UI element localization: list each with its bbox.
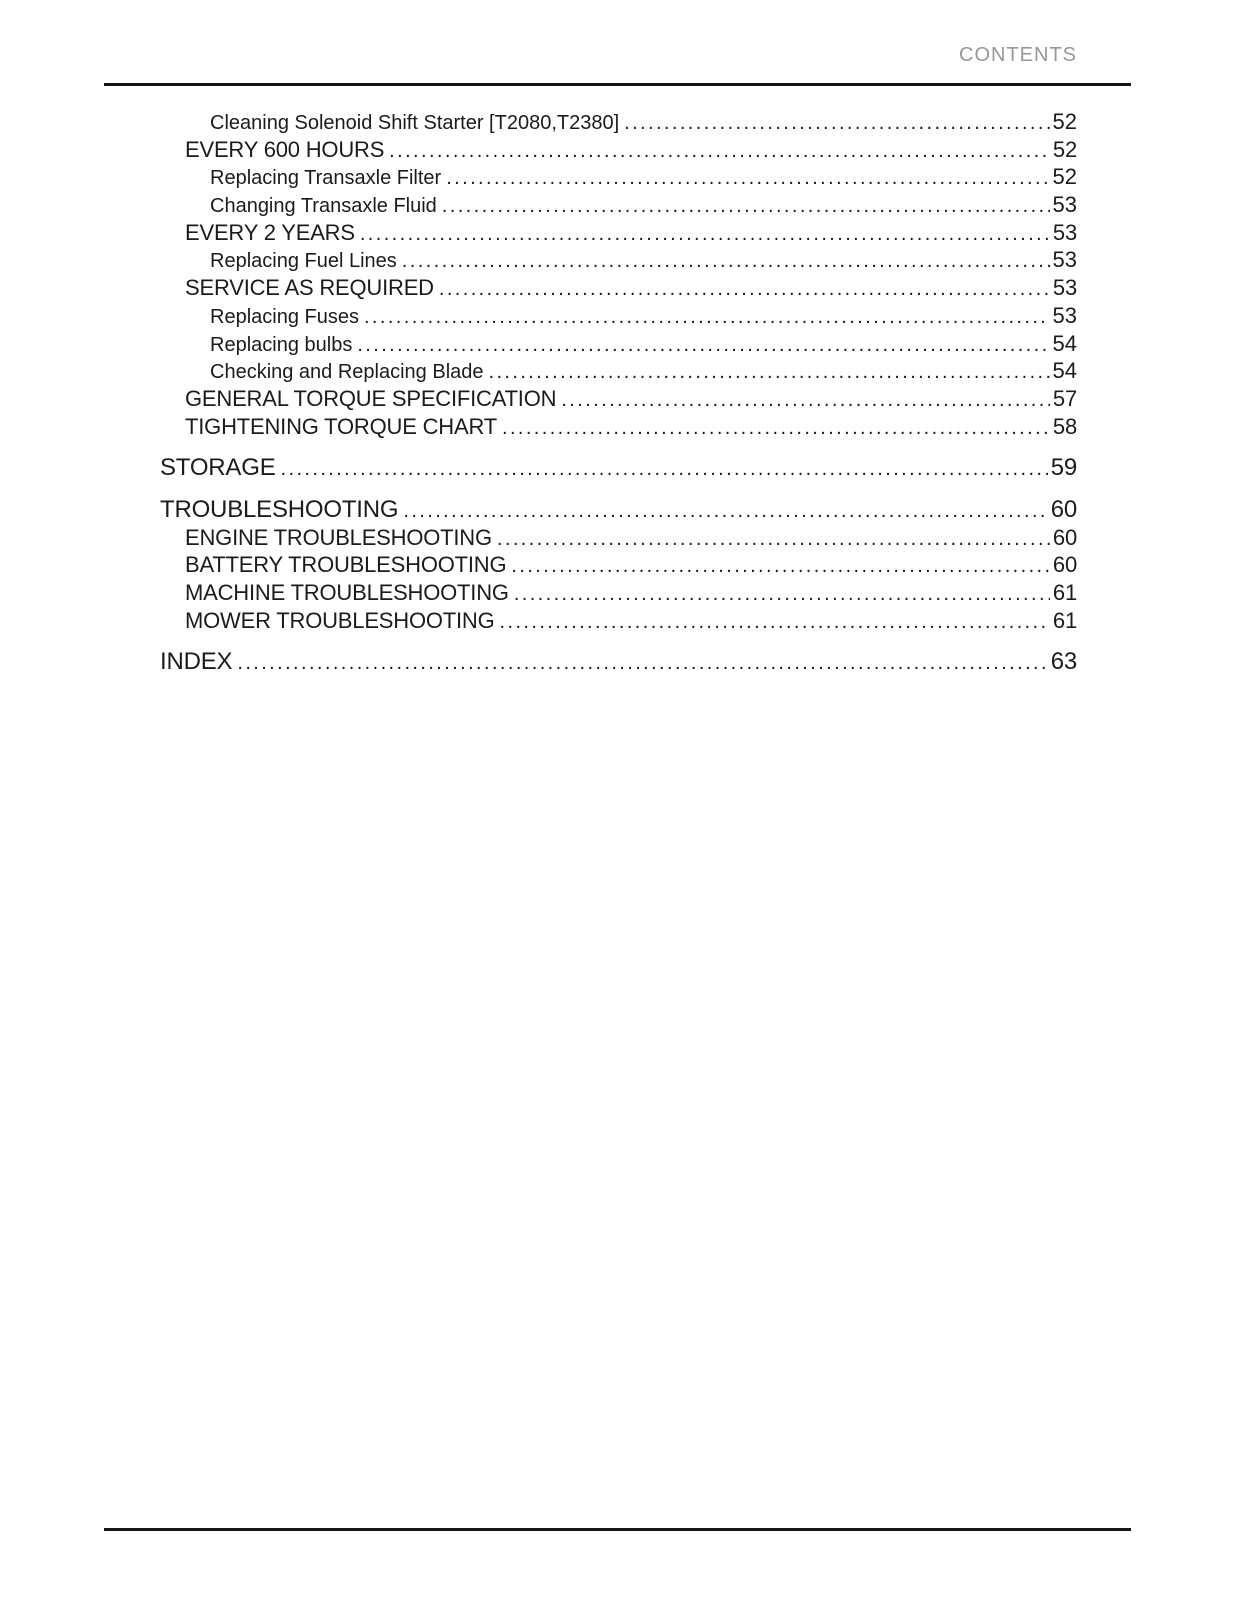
toc-entry [160, 246, 1077, 274]
toc-entry [160, 108, 1077, 136]
toc-entry-label: Replacing Fuel Lines [210, 250, 397, 273]
toc-entry [160, 385, 1077, 413]
dot-leader [360, 221, 1050, 249]
toc-entry [160, 302, 1077, 330]
toc-entry-page: 53 [1052, 302, 1077, 328]
toc-entry-label: Cleaning Solenoid Shift Starter [T2080,T2380] [210, 112, 620, 134]
toc-entry-page: 53 [1052, 219, 1077, 245]
toc-entry-label: Checking and Replacing Blade [210, 361, 484, 384]
toc-entry-page: 57 [1052, 385, 1077, 411]
toc-entry-label: SERVICE AS REQUIRED [185, 275, 434, 301]
toc-entry-label: Replacing Transaxle Filter [210, 167, 442, 190]
toc-entry-page: 59 [1050, 454, 1077, 482]
dot-leader [364, 304, 1050, 332]
toc-entry-label: INDEX [160, 648, 233, 676]
dot-leader [514, 581, 1050, 609]
toc-entry-page: 60 [1052, 552, 1077, 578]
footer-rule [104, 1528, 1131, 1531]
toc-entry-label: BATTERY TROUBLESHOOTING [185, 552, 507, 578]
dot-leader [497, 526, 1050, 554]
dot-leader [489, 359, 1050, 387]
toc-entry [160, 274, 1077, 302]
toc-entry-page: 58 [1052, 413, 1077, 439]
toc-entry-page: 53 [1052, 275, 1077, 301]
toc-entry-label: MOWER TROUBLESHOOTING [185, 607, 495, 633]
dot-leader [389, 138, 1050, 166]
toc-entry-label: TIGHTENING TORQUE CHART [185, 413, 497, 439]
toc-entry-label: STORAGE [160, 454, 276, 482]
dot-leader [511, 553, 1050, 581]
toc-entry-page: 52 [1052, 136, 1077, 162]
table-of-contents [160, 108, 1077, 676]
dot-leader [442, 193, 1050, 221]
toc-entry [160, 648, 1077, 676]
toc-entry-label: Replacing bulbs [210, 333, 353, 356]
toc-entry-page: 52 [1052, 109, 1077, 134]
dot-leader [502, 415, 1050, 443]
dot-leader [402, 248, 1050, 276]
toc-entry-label: GENERAL TORQUE SPECIFICATION [185, 385, 557, 411]
toc-entry [160, 579, 1077, 607]
toc-entry [160, 330, 1077, 358]
toc-entry-page: 61 [1052, 580, 1077, 605]
toc-entry-page: 53 [1052, 247, 1077, 273]
toc-entry-label: ENGINE TROUBLESHOOTING [185, 524, 492, 550]
toc-entry [160, 191, 1077, 219]
toc-entry-label: Changing Transaxle Fluid [210, 195, 437, 218]
dot-leader [446, 165, 1049, 193]
toc-entry-label: TROUBLESHOOTING [160, 495, 399, 523]
page-header-label: CONTENTS [959, 44, 1077, 66]
toc-entry [160, 357, 1077, 385]
toc-entry-page: 63 [1050, 648, 1077, 676]
toc-entry-label: Replacing Fuses [210, 305, 359, 328]
toc-entry [160, 496, 1077, 524]
dot-leader [500, 609, 1050, 637]
header-rule [104, 83, 1131, 86]
toc-entry-label: MACHINE TROUBLESHOOTING [185, 580, 509, 605]
toc-entry-page: 60 [1050, 495, 1077, 523]
dot-leader [624, 110, 1049, 138]
toc-entry [160, 136, 1077, 164]
toc-entry-page: 61 [1052, 607, 1077, 633]
dot-leader [403, 498, 1047, 526]
toc-entry-page: 54 [1052, 358, 1077, 384]
toc-entry [160, 163, 1077, 191]
dot-leader [439, 276, 1050, 304]
dot-leader [357, 332, 1049, 360]
toc-entry-label: EVERY 2 YEARS [185, 219, 355, 245]
dot-leader [237, 650, 1047, 678]
toc-entry [160, 607, 1077, 635]
toc-entry [160, 219, 1077, 247]
toc-entry [160, 551, 1077, 579]
toc-entry-page: 60 [1052, 524, 1077, 550]
dot-leader [561, 387, 1050, 415]
toc-entry [160, 413, 1077, 441]
toc-entry-page: 53 [1052, 192, 1077, 218]
toc-entry [160, 524, 1077, 552]
toc-entry-label: EVERY 600 HOURS [185, 136, 385, 162]
dot-leader [281, 456, 1048, 484]
toc-entry-page: 54 [1052, 330, 1077, 356]
toc-entry-page: 52 [1052, 164, 1077, 190]
toc-entry [160, 454, 1077, 482]
